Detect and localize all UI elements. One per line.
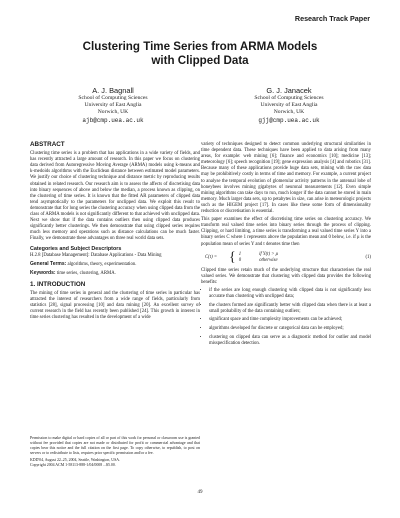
permission-notice bbox=[30, 436, 200, 467]
introduction-heading: 1. INTRODUCTION bbox=[30, 280, 86, 288]
categories-text: H.2.8 [Database Management]: Database Applications - Data Mining bbox=[30, 252, 162, 258]
keywords-heading: Keywords: bbox=[30, 269, 56, 276]
page-number: 49 bbox=[197, 490, 203, 495]
keywords-text: time series, clustering, ARMA. bbox=[56, 270, 116, 276]
case-condition: otherwise bbox=[259, 257, 278, 263]
keywords bbox=[30, 270, 200, 277]
author-email: ajb@cmp.uea.ac.uk bbox=[82, 116, 144, 124]
author-name: A. J. Bagnall bbox=[92, 86, 134, 95]
general-terms bbox=[30, 261, 200, 268]
right-column bbox=[201, 142, 371, 349]
paper-title bbox=[0, 40, 400, 68]
author-email: gjj@cmp.uea.ac.uk bbox=[258, 116, 320, 124]
author-affiliation: School of Computing Sciences bbox=[78, 95, 148, 101]
conference-info: KDD'04, August 22–25, 2004, Seattle, Washington, USA. bbox=[30, 457, 121, 462]
author-block-2 bbox=[204, 86, 374, 124]
author-city: Norwich, UK bbox=[273, 109, 305, 116]
case-value: 0 bbox=[238, 257, 242, 263]
list-item: • significant space and time complexity improvements can be achieved; bbox=[209, 317, 371, 323]
author-city: Norwich, UK bbox=[97, 109, 129, 116]
left-column bbox=[30, 142, 200, 323]
equation-case bbox=[239, 258, 278, 264]
author-block-1 bbox=[28, 86, 198, 124]
clipping-equation bbox=[205, 249, 371, 265]
track-label: Research Track Paper bbox=[294, 14, 370, 23]
title-line-2: with Clipped Data bbox=[151, 54, 249, 67]
benefits-list bbox=[201, 288, 371, 347]
author-affiliation: University of East Anglia bbox=[84, 102, 142, 109]
case-value: 1 bbox=[238, 251, 242, 257]
case-condition: if Y(t) > μ bbox=[259, 251, 279, 257]
author-affiliation: University of East Anglia bbox=[260, 102, 318, 109]
equation-lhs: C(t) = bbox=[205, 254, 218, 260]
equation-number: (1) bbox=[365, 254, 371, 260]
list-item: • the clusters formed are significantly better with clipped data when there is at least a small probability of the data containing outliers; bbox=[209, 303, 371, 315]
benefits-intro: Clipped time series retain much of the underlying structure that characterises the real valued series. We demonstrate that clustering with clipped data provides the following benefits: bbox=[201, 267, 371, 285]
categories-heading: Categories and Subject Descriptors bbox=[30, 245, 122, 252]
equation-brace: { bbox=[229, 249, 236, 265]
general-terms-heading: General Terms: bbox=[30, 260, 67, 267]
list-item: • if the series are long enough clustering with clipped data is not significantly less accurate than clustering with unclipped data; bbox=[209, 288, 371, 300]
list-item: • clustering on clipped data can serve as a diagnostic method for outlier and model misspecification detection. bbox=[209, 335, 371, 347]
intro-continued-paragraph: variety of techniques designed to detect common underlying structural similarities in time dependent data. These techniques have been applied to data arising from many areas, for example: web mining [6]; finance and economics [10]; medicine [13]; meteorology [6]; speech recognition [19]; gene expression analysis [4] and robotics [31]. Because many of these applications provide huge data sets, mining with the raw data may be prohibitively costly in terms of time and memory. For example, a current project to analyse the temporal evolution of glomerular activity patterns in the antennal lobe of honeybees involves mining gigabytes of neuronal measurements [12]. Even simple mining algorithms can take days to run, much longer if the data cannot be stored in main memory. Much larger data sets, up to petabytes in size, can arise in meteorologic projects such as the HIGEM project [17]. In cases like these some form of dimensionality reduction or discretisation is essential. bbox=[201, 142, 371, 215]
general-terms-text: algorithms, theory, experimentation. bbox=[67, 261, 137, 267]
equation-cases bbox=[239, 252, 278, 264]
copyright-info: Copyright 2004 ACM 1-58113-888-1/04/0008 ...$5.00. bbox=[30, 462, 116, 467]
introduction-body: The mining of time series in general and the clustering of time series in particular has attracted the interest of researchers from a wide range of fields, particularly from statistics [28], signal processing [10] and data mining [20]. An excellent survey of current research in the field has recently been published [24]. This growth in interest in time series clustering has resulted in the development of a wide bbox=[30, 290, 200, 321]
clipping-paragraph: This paper examines the effect of discretising time series on clustering accuracy. We transform real valued time series into binary series through the process of clipping. Clipping, or hard limiting, a time series is transforming a real valued time series Y into a binary series C where 1 represents above the population mean and 0 below, i.e. if μ is the population mean of series Y and t denotes time then bbox=[201, 217, 371, 247]
abstract-heading: ABSTRACT bbox=[30, 141, 65, 148]
permission-text: Permission to make digital or hard copies of all or part of this work for personal or classroom use is granted without fee provided that copies are not made or distributed for profit or commercial advantage and that copies bear this notice and the full citation on the first page. To copy otherwise, to republish, to post on servers or to redistribute to lists, requires prior specific permission and/or a fee. bbox=[30, 436, 200, 455]
author-affiliation: School of Computing Sciences bbox=[254, 95, 324, 101]
title-line-1: Clustering Time Series from ARMA Models bbox=[82, 40, 318, 53]
author-name: G. J. Janacek bbox=[266, 86, 312, 95]
list-item: • algorithms developed for discrete or categorical data can be employed; bbox=[209, 326, 371, 332]
abstract-body: Clustering time series is a problem that has applications in a wide variety of fields, and has recently attracted a large amount of research. In this paper we focus on clustering data derived from Autoregressive Moving Average (ARMA) models using k-means and k-medoids algorithms with the Euclidean distance between estimated model parameters. We justify our choice of clustering technique and distance metric by reproducing results obtained in related research. Our research aim is to assess the affects of discretising data into binary sequences of above and below the median, a process known as clipping, on the clustering of time series. It is known that the fitted AR parameters of clipped data tend asymptotically to the parameters for unclipped data. We exploit this result to demonstrate that for long series the clustering accuracy when using clipped data from the class of ARMA models is not significantly different to that achieved with unclipped data. Next we show that if the data contains outliers then using clipped data produces significantly better clusterings. We then demonstrate that using clipped series requires much less memory and operations such as distance calculations can be much faster. Finally, we demonstrate these advantages on three real world data sets. bbox=[30, 151, 200, 242]
